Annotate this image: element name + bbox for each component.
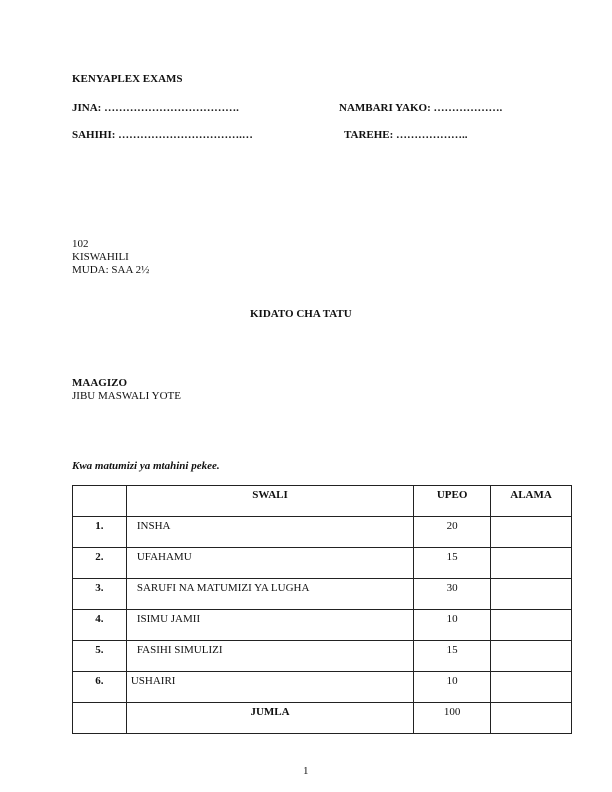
- table-row: [73, 641, 572, 672]
- total-number-cell: [73, 703, 127, 734]
- row-question: SARUFI NA MATUMIZI YA LUGHA: [126, 579, 413, 610]
- header-number: [73, 486, 127, 517]
- table-caption: Kwa matumizi ya mtahini pekee.: [72, 460, 220, 472]
- row-score-cell[interactable]: [491, 548, 572, 579]
- row-number: 5.: [73, 641, 127, 672]
- row-number: 1.: [73, 517, 127, 548]
- row-score-cell[interactable]: [491, 517, 572, 548]
- number-field-label: NAMBARI YAKO: ……………….: [339, 102, 503, 114]
- school-name: KENYAPLEX EXAMS: [72, 73, 183, 85]
- table-row: [73, 517, 572, 548]
- row-max: 20: [414, 517, 491, 548]
- row-score-cell[interactable]: [491, 579, 572, 610]
- header-question: SWALI: [126, 486, 413, 517]
- paper-code: 102: [72, 238, 89, 250]
- row-score-cell[interactable]: [491, 641, 572, 672]
- subject-name: KISWAHILI: [72, 251, 129, 263]
- total-max: 100: [414, 703, 491, 734]
- table-total-row: [73, 703, 572, 734]
- row-number: 4.: [73, 610, 127, 641]
- row-number: 2.: [73, 548, 127, 579]
- row-question: INSHA: [126, 517, 413, 548]
- row-number: 3.: [73, 579, 127, 610]
- score-table: [72, 485, 572, 734]
- row-question: ISIMU JAMII: [126, 610, 413, 641]
- table-row: [73, 548, 572, 579]
- row-question: USHAIRI: [126, 672, 413, 703]
- table-row: [73, 610, 572, 641]
- table-header-row: [73, 486, 572, 517]
- row-max: 30: [414, 579, 491, 610]
- row-number: 6.: [73, 672, 127, 703]
- instructions-heading: MAAGIZO: [72, 377, 127, 389]
- total-label: JUMLA: [126, 703, 413, 734]
- row-score-cell[interactable]: [491, 672, 572, 703]
- row-max: 10: [414, 672, 491, 703]
- row-question: UFAHAMU: [126, 548, 413, 579]
- exam-duration: MUDA: SAA 2½: [72, 264, 150, 276]
- date-field-label: TAREHE: ………………..: [344, 129, 468, 141]
- header-score: ALAMA: [491, 486, 572, 517]
- total-score-cell[interactable]: [491, 703, 572, 734]
- table-row: [73, 672, 572, 703]
- header-max: UPEO: [414, 486, 491, 517]
- page-number: 1: [303, 765, 309, 777]
- signature-field-label: SAHIHI: …………………………….…: [72, 129, 253, 141]
- form-level-title: KIDATO CHA TATU: [250, 308, 352, 320]
- row-max: 15: [414, 548, 491, 579]
- name-field-label: JINA: ……………………………….: [72, 102, 239, 114]
- table-row: [73, 579, 572, 610]
- row-score-cell[interactable]: [491, 610, 572, 641]
- row-max: 10: [414, 610, 491, 641]
- instructions-text: JIBU MASWALI YOTE: [72, 390, 181, 402]
- row-max: 15: [414, 641, 491, 672]
- row-question: FASIHI SIMULIZI: [126, 641, 413, 672]
